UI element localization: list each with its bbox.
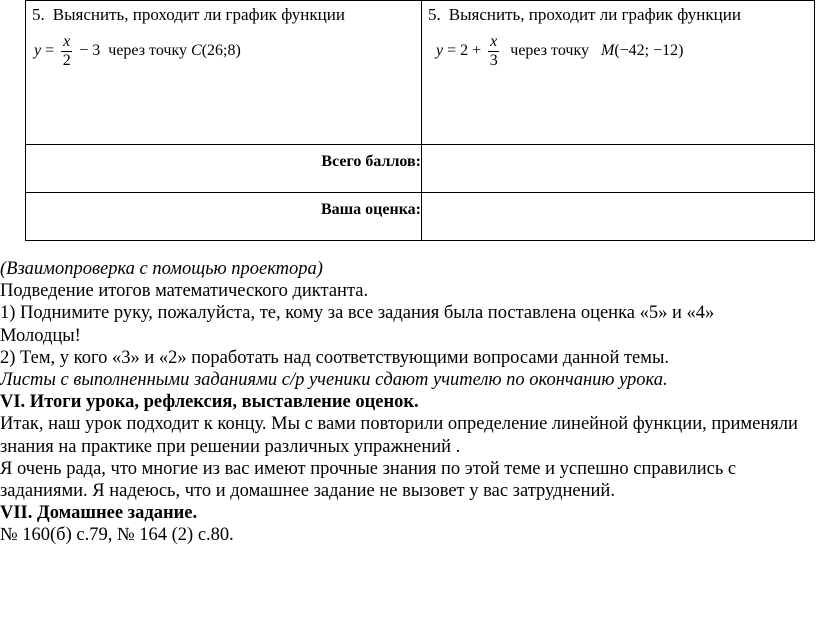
formula-eq: = [45,42,55,60]
formula-eq: = 2 + [447,42,482,60]
teacher-comment: Я очень рада, что многие из вас имеют прочные знания по этой теме и успешно справились с заданиями. Я надеюсь, что и домашнее задание не вызовет у вас затруднений. [0,458,737,502]
instruction-2: 2) Тем, у кого «3» и «2» поработать над соответствующими вопросами данной темы. [0,347,670,368]
formula-fraction [61,33,72,70]
fraction-denominator: 2 [62,52,71,69]
lesson-text [0,258,816,547]
section-vii-heading: VII. Домашнее задание. [0,503,198,524]
total-score-value-cell [422,145,815,193]
task-cell-right [422,1,815,145]
task-table [25,0,815,241]
formula-y: y [34,42,42,60]
task-title-right [428,5,741,25]
point-coords: (26;8) [201,42,241,60]
summary-line: Подведение итогов математического диктанта. [0,281,369,302]
grade-value-cell [422,193,815,241]
formula-y: y [436,42,444,60]
fraction-numerator: x [490,33,498,50]
task-number: 5. [32,5,45,24]
section-vi-heading: VI. Итоги урока, рефлексия, выставление оценок. [0,392,419,413]
homework-line: № 160(б) с.79, № 164 (2) с.80. [0,525,234,546]
formula-fraction [488,33,499,70]
point-name: C [191,42,202,60]
fraction-denominator: 3 [489,52,498,69]
grade-label: Ваша оценка: [320,201,421,218]
task-title-left [32,5,345,25]
worksheets-note: Листы с выполненными заданиями с/р ученики сдают учителю по окончанию урока. [0,370,668,391]
task-number: 5. [428,5,441,24]
fraction-numerator: x [63,33,71,50]
peer-check-note: (Взаимопроверка с помощью проектора) [0,259,323,279]
total-score-label: Всего баллов: [321,153,421,170]
task-text: Выяснить, проходит ли график функции [448,5,741,24]
task-text: Выяснить, проходит ли график функции [52,5,345,24]
point-name: M [601,42,615,60]
conclusion-paragraph: Итак, наш урок подходит к концу. Мы с вами повторили определение линейной функции, применяли знания на практике при решении различных упражнений . [0,414,798,457]
through-point-text: через точку [510,42,589,60]
through-point-text: через точку [108,42,188,60]
total-score-label-cell [26,145,422,193]
instruction-1: 1) Поднимите руку, пожалуйста, те, кому за все задания была поставлена оценка «5» и «4» [0,303,715,324]
task-cell-left [26,1,422,145]
grade-label-cell [26,193,422,241]
formula-rest: − 3 [79,42,101,60]
formula-left [34,33,241,70]
praise-line: Молодцы! [0,325,81,346]
formula-right [436,33,683,70]
point-coords: (−42; −12) [614,42,684,60]
